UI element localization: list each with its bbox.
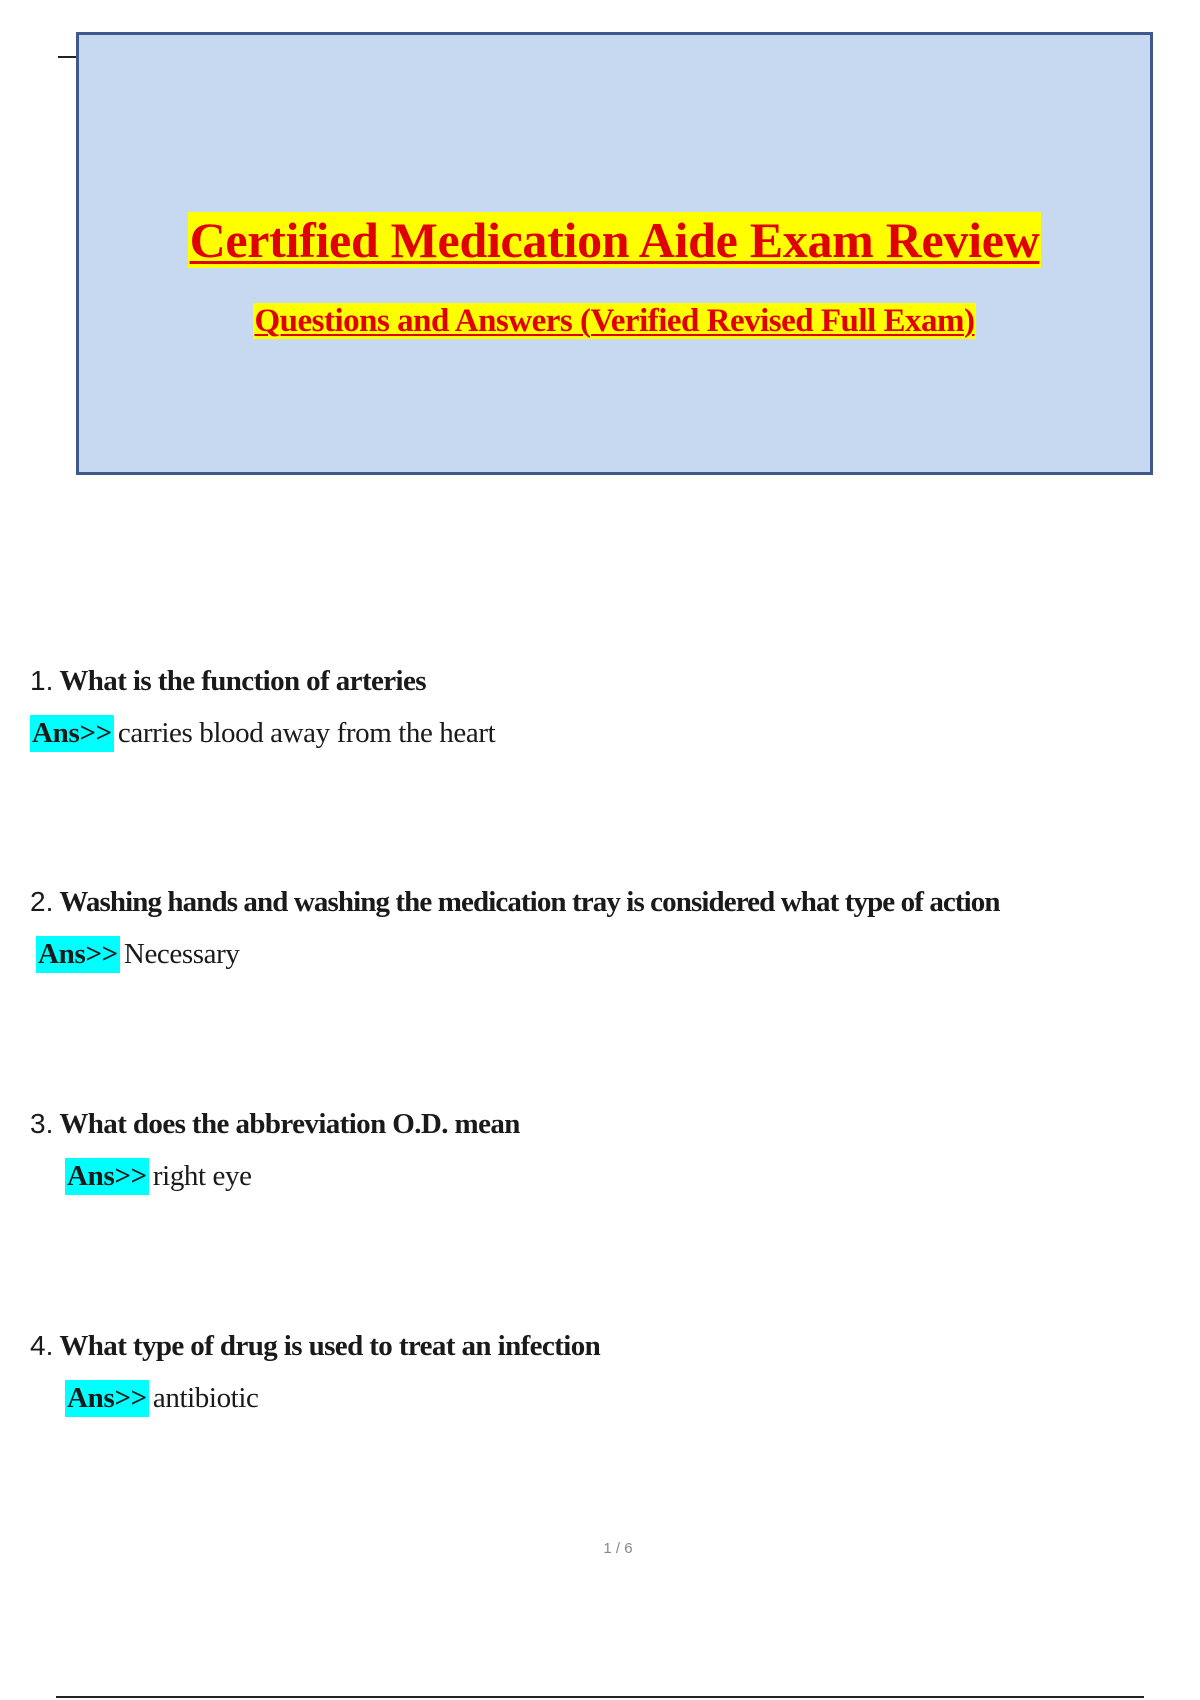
answer-line (36, 936, 1000, 972)
question-text: What type of drug is used to treat an infection (59, 1330, 601, 1362)
question-number: 1. (30, 665, 54, 696)
question-text: What is the function of arteries (59, 665, 426, 697)
answer-label: Ans>> (65, 1380, 149, 1417)
answer-text: antibiotic (152, 1382, 259, 1414)
question-text: What does the abbreviation O.D. mean (59, 1108, 520, 1140)
question-number: 2. (30, 886, 54, 917)
question-line (30, 884, 1000, 920)
qa-item-1 (30, 663, 495, 751)
title-box (76, 32, 1153, 475)
question-number: 4. (30, 1330, 54, 1361)
answer-label: Ans>> (36, 936, 120, 973)
question-text: Washing hands and washing the medication tray is considered what type of action (59, 886, 1000, 918)
answer-line (30, 715, 495, 751)
corner-mark (58, 56, 76, 58)
document-subtitle: Questions and Answers (Verified Revised Full Exam) (254, 303, 975, 339)
document-subtitle-line (79, 303, 1150, 340)
qa-item-4 (30, 1328, 600, 1416)
document-title-line (79, 211, 1150, 269)
question-line (30, 1328, 600, 1364)
bottom-divider (56, 1696, 1144, 1698)
answer-text: Necessary (123, 938, 240, 970)
page-indicator: 1 / 6 (603, 1540, 633, 1557)
question-line (30, 1106, 520, 1142)
answer-line (65, 1158, 520, 1194)
question-line (30, 663, 495, 699)
answer-text: right eye (152, 1160, 252, 1192)
answer-line (65, 1380, 600, 1416)
answer-label: Ans>> (65, 1158, 149, 1195)
qa-item-3 (30, 1106, 520, 1194)
answer-text: carries blood away from the heart (117, 717, 496, 749)
answer-label: Ans>> (30, 715, 114, 752)
qa-item-2 (30, 884, 1000, 972)
question-number: 3. (30, 1108, 54, 1139)
document-title: Certified Medication Aide Exam Review (189, 212, 1040, 268)
